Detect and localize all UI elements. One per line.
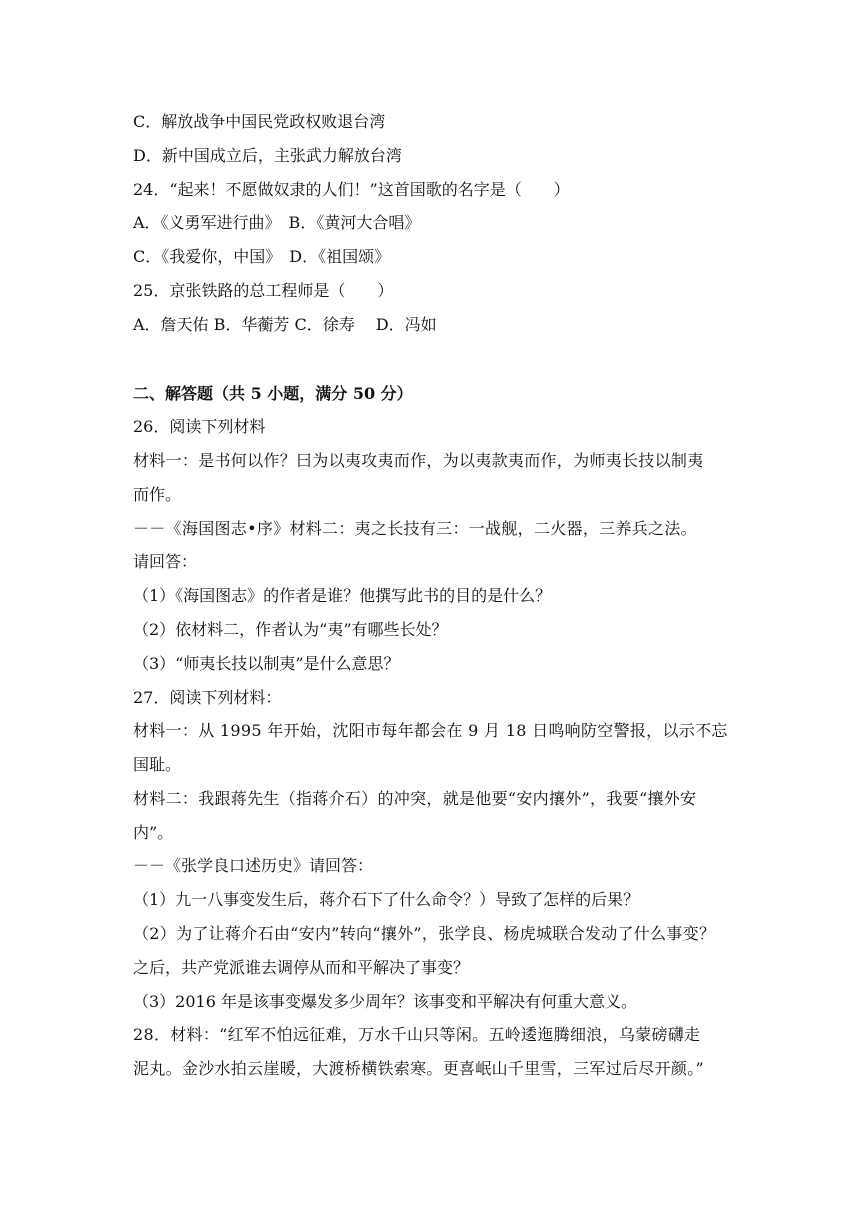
q24-options-cd: C．《我爱你，中国》 D．《祖国颂》 xyxy=(133,247,391,266)
q26-prompt: 请回答： xyxy=(133,552,198,571)
q28-poem-cont: 泥丸。金沙水拍云崖暖，大渡桥横铁索寒。更喜岷山千里雪，三军过后尽开颜。” xyxy=(133,1059,704,1078)
q25-options: A．詹天佑 B．华蘅芳 C．徐寿 D．冯如 xyxy=(133,315,437,334)
question-24: 24．“起来！不愿做奴隶的人们！”这首国歌的名字是（ ） xyxy=(133,180,570,199)
q26-material-1-cont: 而作。 xyxy=(133,485,182,504)
q27-subquestion-1: （1）九一八事变发生后，蒋介石下了什么命令？）导致了怎样的后果？ xyxy=(133,890,640,909)
q26-subquestion-3: （3）“师夷长技以制夷”是什么意思？ xyxy=(133,654,400,673)
question-28: 28．材料：“红军不怕远征难，万水千山只等闲。五岭逶迤腾细浪，乌蒙磅礴走 xyxy=(133,1025,701,1044)
q27-subquestion-3: （3）2016 年是该事变爆发多少周年？该事变和平解决有何重大意义。 xyxy=(133,992,637,1011)
option-c-line: C．解放战争中国民党政权败退台湾 xyxy=(133,112,386,131)
q26-material-1: 材料一：是书何以作？曰为以夷攻夷而作，为以夷款夷而作，为师夷长技以制夷 xyxy=(133,451,704,470)
q27-material-2: 材料二：我跟蒋先生（指蒋介石）的冲突，就是他要“安内攘外”，我要“攘外安 xyxy=(133,789,697,808)
q26-source-material-2: －－《海国图志•序》材料二：夷之长技有三：一战舰，二火器，三养兵之法。 xyxy=(133,519,697,538)
q24-options-ab: A．《义勇军进行曲》 B．《黄河大合唱》 xyxy=(133,213,421,232)
q27-subquestion-2-cont: 之后，共产党派谁去调停从而和平解决了事变？ xyxy=(133,958,470,977)
option-d-line: D．新中国成立后，主张武力解放台湾 xyxy=(133,146,402,165)
question-27: 27．阅读下列材料： xyxy=(133,688,282,707)
question-25: 25．京张铁路的总工程师是（ ） xyxy=(133,281,394,300)
q27-material-2-cont: 内”。 xyxy=(133,823,174,842)
q26-subquestion-1: （1）《海国图志》的作者是谁？他撰写此书的目的是什么？ xyxy=(133,586,552,605)
q27-material-1: 材料一：从 1995 年开始，沈阳市每年都会在 9 月 18 日鸣响防空警报，以示不忘 xyxy=(133,721,728,740)
section-heading: 二、解答题（共 5 小题，满分 50 分） xyxy=(133,384,413,403)
q27-source: －－《张学良口述历史》请回答： xyxy=(133,856,374,875)
question-26: 26．阅读下列材料 xyxy=(133,417,266,436)
q27-subquestion-2: （2）为了让蒋介石由“安内”转向“攘外”，张学良、杨虎城联合发动了什么事变？ xyxy=(133,924,716,943)
q26-subquestion-2: （2）依材料二，作者认为“夷”有哪些长处？ xyxy=(133,620,448,639)
q27-material-1-cont: 国耻。 xyxy=(133,755,182,774)
